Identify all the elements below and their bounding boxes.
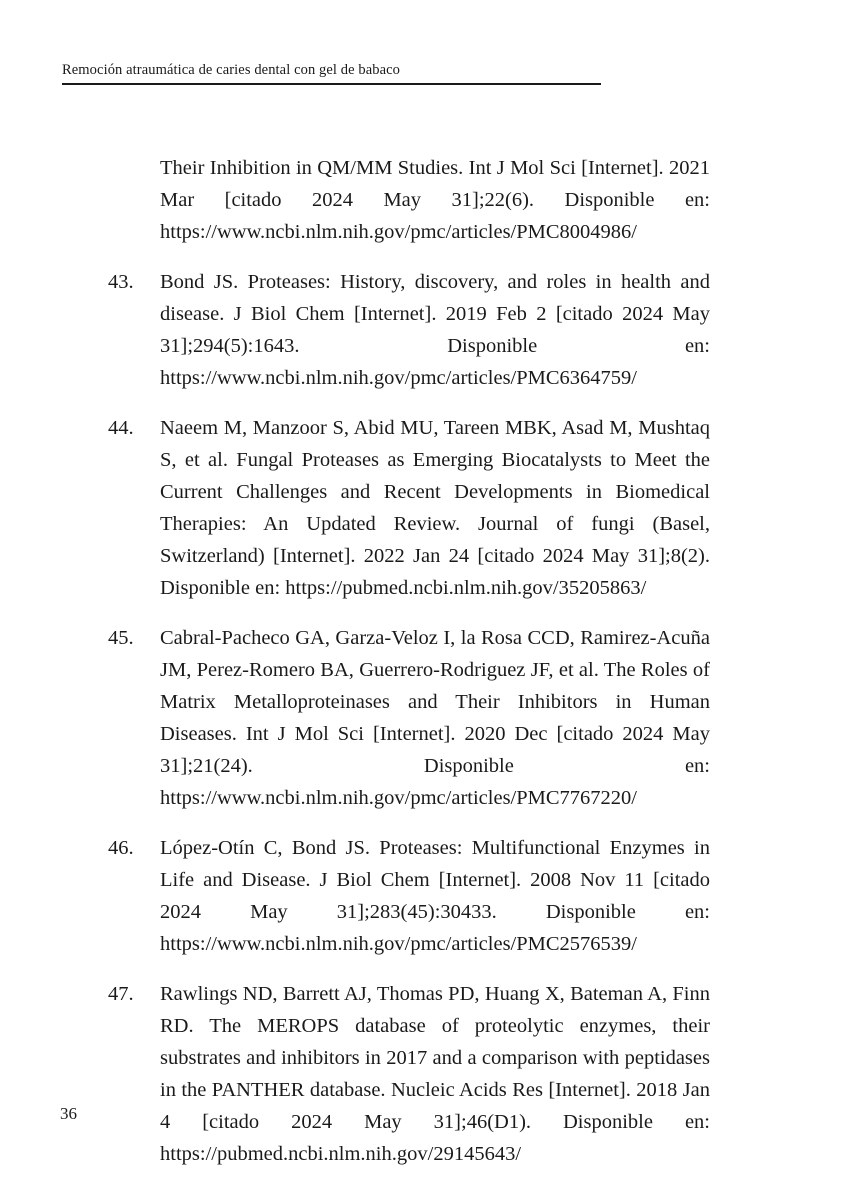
reference-item-46 [108, 832, 710, 960]
reference-text: Cabral-Pacheco GA, Garza-Veloz I, la Rosa CCD, Ramirez-Acuña JM, Perez-Romero BA, Guerrero-Rodriguez JF, et al. The Roles of Matrix Metalloproteinases and Their Inhibitors in Human Diseases. Int J Mol Sci [Internet]. 2020 Dec [citado 2024 May 31];21(24). Disponible en: https://www.ncbi.nlm.nih.gov/pmc/articles/PMC7767220/ [160, 627, 710, 809]
running-header: Remoción atraumática de caries dental con gel de babaco [62, 62, 401, 78]
reference-text: López-Otín C, Bond JS. Proteases: Multifunctional Enzymes in Life and Disease. J Biol Chem [Internet]. 2008 Nov 11 [citado 2024 May 31];283(45):30433. Disponible en: https://www.ncbi.nlm.nih.gov/pmc/articles/PMC2576539/ [160, 837, 710, 955]
reference-item-45 [108, 622, 710, 814]
reference-number: 46. [108, 837, 134, 859]
reference-text: Rawlings ND, Barrett AJ, Thomas PD, Huang X, Bateman A, Finn RD. The MEROPS database of proteolytic enzymes, their substrates and inhibitors in 2017 and a comparison with peptidases in the PANTHER database. Nucleic Acids Res [Internet]. 2018 Jan 4 [citado 2024 May 31];46(D1). Disponible en: https://pubmed.ncbi.nlm.nih.gov/29145643/ [160, 983, 710, 1165]
reference-number: 45. [108, 627, 134, 649]
reference-item-44 [108, 412, 710, 604]
page-number: 36 [60, 1104, 77, 1123]
reference-continuation: Their Inhibition in QM/MM Studies. Int J Mol Sci [Internet]. 2021 Mar [citado 2024 May 31];22(6). Disponible en: https://www.ncbi.nlm.nih.gov/pmc/articles/PMC8004986/ [160, 157, 710, 243]
reference-list [108, 152, 710, 1188]
reference-number: 44. [108, 417, 134, 439]
header-rule [62, 83, 601, 85]
reference-number: 43. [108, 271, 134, 293]
reference-item-47 [108, 978, 710, 1170]
reference-text: Bond JS. Proteases: History, discovery, and roles in health and disease. J Biol Chem [Internet]. 2019 Feb 2 [citado 2024 May 31];294(5):1643. Disponible en: https://www.ncbi.nlm.nih.gov/pmc/articles/PMC6364759/ [160, 271, 710, 389]
reference-number: 47. [108, 983, 134, 1005]
reference-item-43 [108, 266, 710, 394]
reference-text: Naeem M, Manzoor S, Abid MU, Tareen MBK, Asad M, Mushtaq S, et al. Fungal Proteases as Emerging Biocatalysts to Meet the Current Challenges and Recent Developments in Biomedical Therapies: An Updated Review. Journal of fungi (Basel, Switzerland) [Internet]. 2022 Jan 24 [citado 2024 May 31];8(2). Disponible en: https://pubmed.ncbi.nlm.nih.gov/35205863/ [160, 417, 710, 599]
